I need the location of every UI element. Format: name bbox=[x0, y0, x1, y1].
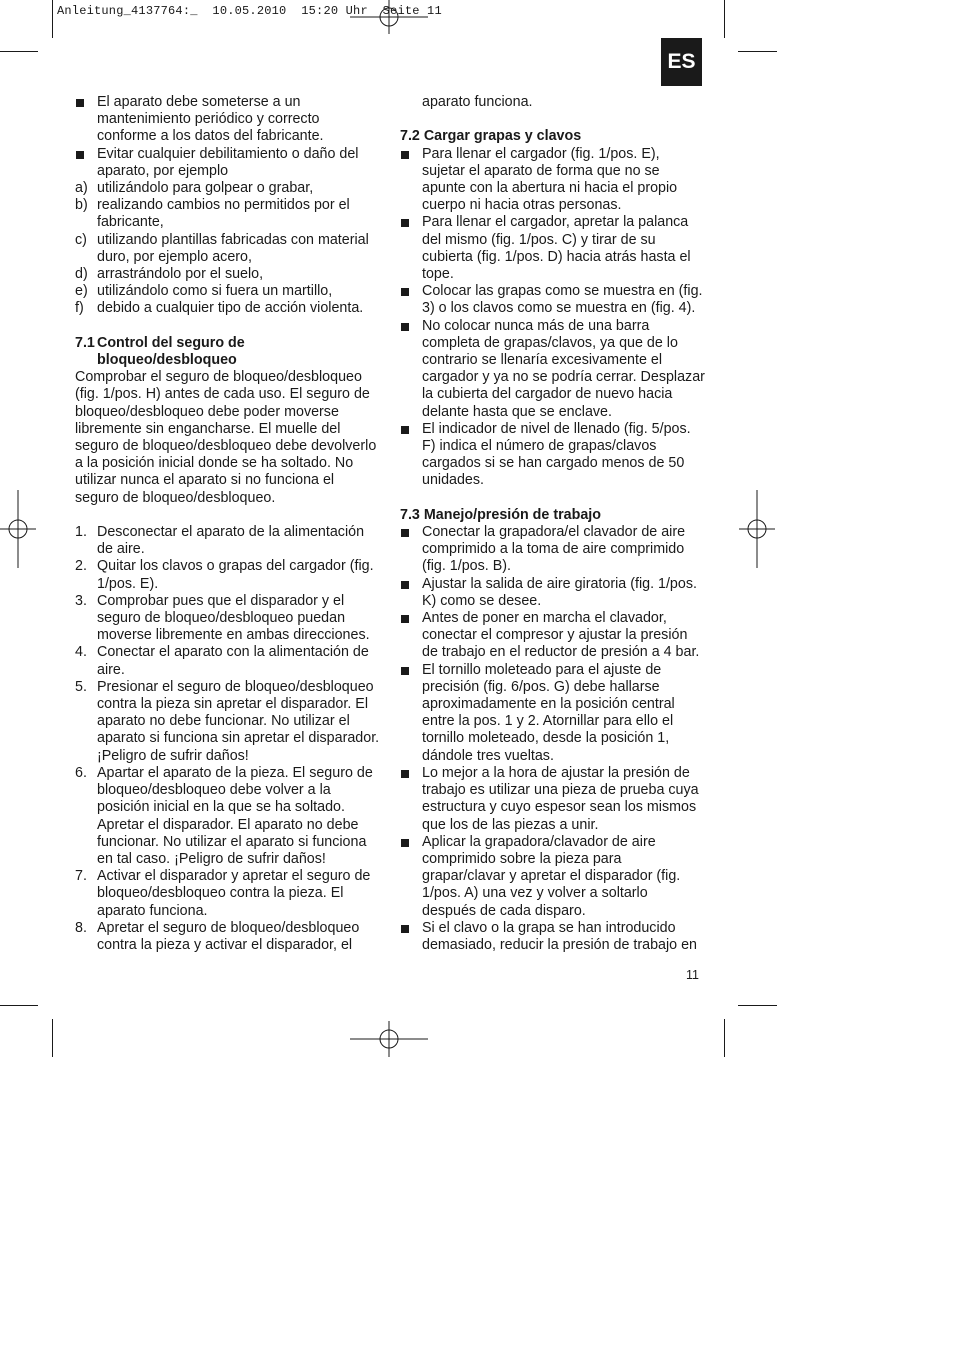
lettered-item: c) utilizando plantillas fabricadas con material duro, por ejemplo acero, bbox=[75, 231, 369, 265]
bullet-item: Para llenar el cargador, apretar la palanca del mismo (fig. 1/pos. C) y tirar de su cubierta (fig. 1/pos. D) hacia atrás hasta el tope. bbox=[400, 214, 705, 283]
crop-mark bbox=[52, 1019, 53, 1057]
print-slug: Anleitung_4137764:_ 10.05.2010 15:20 Uhr Seite 11 bbox=[57, 4, 442, 18]
lettered-item: f) debido a cualquier tipo de acción violenta. bbox=[75, 300, 364, 317]
square-bullet-icon bbox=[401, 581, 409, 589]
bullet-item: Si el clavo o la grapa se han introducido demasiado, reducir la presión de trabajo en bbox=[400, 920, 705, 954]
lettered-item: b) realizando cambios no permitidos por el fabricante, bbox=[75, 197, 350, 231]
square-bullet-icon bbox=[401, 323, 409, 331]
square-bullet-icon bbox=[401, 770, 409, 778]
bullet-item: No colocar nunca más de una barra completa de grapas/clavos, ya que de lo contrario se llenaría excesivamente el cargador y ya no se podría cerrar. Desplazar la cubierta del cargador de nuevo hacia delante hasta que se enclave. bbox=[400, 318, 705, 421]
numbered-step: 6. Apartar el aparato de la pieza. El seguro de bloqueo/desbloqueo debe volver a la posición inicial en la que se ha soltado. Apretar el disparador. El aparato no debe funcionar. No utilizar el aparato si funciona en tal caso. ¡Peligro de sufrir daños! bbox=[75, 764, 373, 867]
continuation-text: aparato funciona. bbox=[422, 94, 533, 110]
registration-mark-icon bbox=[739, 490, 775, 568]
numbered-step: 2. Quitar los clavos o grapas del cargador (fig. 1/pos. E). bbox=[75, 558, 374, 592]
bullet-item: Lo mejor a la hora de ajustar la presión de trabajo es utilizar una pieza de prueba cuya estructura y cuyo espesor sean los mismos que los de las piezas a unir. bbox=[400, 765, 705, 834]
bullet-item: El aparato debe someterse a un mantenimiento periódico y correcto conforme a los datos del fabricante. bbox=[75, 94, 380, 146]
bullet-item: El indicador de nivel de llenado (fig. 5/pos. F) indica el número de grapas/clavos cargados si se han cargado menos de 50 unidades. bbox=[400, 421, 705, 490]
numbered-step: 4. Conectar el aparato con la alimentación de aire. bbox=[75, 644, 369, 678]
numbered-step: 3. Comprobar pues que el disparador y el seguro de bloqueo/desbloqueo puedan moverse libremente en ambas direcciones. bbox=[75, 592, 370, 644]
right-column bbox=[400, 94, 705, 954]
square-bullet-icon bbox=[401, 529, 409, 537]
bullet-item: El tornillo moleteado para el ajuste de precisión (fig. 6/pos. G) debe hallarse aproximadamente en la posición central entre la pos. 1 y 2. Atornillar para ello el tornillo moleteado, desde la posición 1, dándole tres vueltas. bbox=[400, 662, 705, 765]
crop-mark bbox=[0, 1005, 38, 1006]
lettered-item: a) utilizándolo para golpear o grabar, bbox=[75, 180, 314, 197]
square-bullet-icon bbox=[76, 151, 84, 159]
bullet-item: Colocar las grapas como se muestra en (fig. 3) o los clavos como se muestra en (fig. 4). bbox=[400, 283, 705, 317]
crop-mark bbox=[738, 1005, 777, 1006]
numbered-step: 8. Apretar el seguro de bloqueo/desbloqueo contra la pieza y activar el disparador, el bbox=[75, 919, 360, 953]
bullet-item: Antes de poner en marcha el clavador, conectar el compresor y ajustar la presión de trabajo en el reductor de presión a 4 bar. bbox=[400, 610, 705, 662]
square-bullet-icon bbox=[401, 839, 409, 847]
section-heading-7-1: 7.1 Control del seguro de bloqueo/desbloqueo bbox=[75, 334, 245, 369]
square-bullet-icon bbox=[401, 615, 409, 623]
crop-mark bbox=[738, 51, 777, 52]
section-heading-7-3: 7.3 Manejo/presión de trabajo bbox=[400, 506, 602, 523]
lettered-item: d) arrastrándolo por el suelo, bbox=[75, 266, 264, 283]
language-badge: ES bbox=[661, 38, 702, 86]
numbered-step: 5. Presionar el seguro de bloqueo/desbloqueo contra la pieza sin apretar el disparador. El aparato no debe funcionar. No utilizar el aparato si funciona sin apretar el disparador. ¡Peligro de sufrir daños! bbox=[75, 678, 380, 764]
crop-mark bbox=[724, 0, 725, 38]
crop-mark bbox=[724, 1019, 725, 1057]
crop-mark bbox=[52, 0, 53, 38]
registration-mark-icon bbox=[350, 1021, 428, 1057]
square-bullet-icon bbox=[401, 288, 409, 296]
section-heading-7-2: 7.2 Cargar grapas y clavos bbox=[400, 128, 582, 145]
registration-mark-icon bbox=[0, 490, 36, 568]
square-bullet-icon bbox=[401, 151, 409, 159]
bullet-item: Conectar la grapadora/el clavador de aire comprimido a la toma de aire comprimido (fig. 1/pos. B). bbox=[400, 524, 705, 576]
left-column bbox=[75, 94, 380, 954]
square-bullet-icon bbox=[401, 925, 409, 933]
bullet-item: Ajustar la salida de aire giratoria (fig. 1/pos. K) como se desee. bbox=[400, 576, 705, 610]
page-number: 11 bbox=[686, 968, 699, 982]
numbered-step: 7. Activar el disparador y apretar el seguro de bloqueo/desbloqueo contra la pieza. El aparato funciona. bbox=[75, 868, 371, 919]
crop-mark bbox=[0, 51, 38, 52]
lettered-item: e) utilizándolo como si fuera un martillo, bbox=[75, 283, 333, 300]
bullet-item: Evitar cualquier debilitamiento o daño del aparato, por ejemplo bbox=[75, 146, 380, 180]
square-bullet-icon bbox=[76, 99, 84, 107]
numbered-step: 1. Desconectar el aparato de la alimentación de aire. bbox=[75, 524, 365, 558]
section-intro: Comprobar el seguro de bloqueo/desbloqueo (fig. 1/pos. H) antes de cada uso. El seguro de bloqueo/desbloqueo debe poder moverse libremente sin engancharse. El muelle del seguro de bloqueo/desbloqueo debe devolverlo a la posición inicial donde se ha soltado. No utilizar nunca el aparato si no funciona el seguro de bloqueo/desbloqueo. bbox=[75, 369, 377, 506]
square-bullet-icon bbox=[401, 667, 409, 675]
bullet-item: Aplicar la grapadora/clavador de aire comprimido sobre la pieza para grapar/clavar y apretar el disparador (fig. 1/pos. A) una vez y volver a soltarlo después de cada disparo. bbox=[400, 834, 705, 920]
bullet-item: Para llenar el cargador (fig. 1/pos. E), sujetar el aparato de forma que no se apunte con la abertura ni hacia el propio cuerpo ni hacia otras personas. bbox=[400, 146, 705, 215]
square-bullet-icon bbox=[401, 219, 409, 227]
square-bullet-icon bbox=[401, 426, 409, 434]
